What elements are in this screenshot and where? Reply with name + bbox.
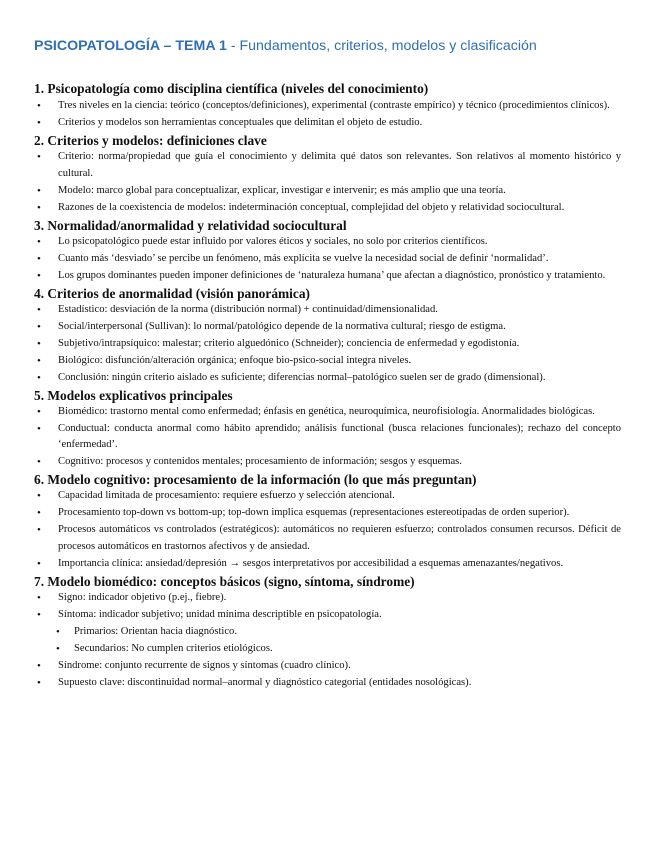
document-title-strong: PSICOPATOLOGÍA – TEMA 1: [34, 38, 227, 54]
section-5: [34, 387, 621, 471]
list-item: • Importancia clínica: ansiedad/depresión → sesgos interpretativos por accesibilidad a esquemas amenazantes/negativos.: [34, 556, 621, 573]
list-item: • Tres niveles en la ciencia: teórico (conceptos/definiciones), experimental (contraste empírico) y técnico (procedimientos clínicos).: [34, 98, 621, 115]
list-item: • Cognitivo: procesos y contenidos mentales; procesamiento de información; sesgos y esquemas.: [34, 454, 621, 471]
list-item: • Criterio: norma/propiedad que guía el conocimiento y delimita qué datos son relevantes. Son relativos al momento histórico y cultural.: [34, 149, 621, 182]
list-item: • Procesos automáticos vs controlados (estratégicos): automáticos no requieren esfuerzo; controlados consumen recursos. Déficit de procesos automáticos en trastornos afectivos y de ansiedad.: [34, 522, 621, 555]
sub-list-item: • Secundarios: No cumplen criterios etiológicos.: [34, 641, 621, 658]
section-7: [34, 573, 621, 692]
bullet-list: [34, 404, 621, 471]
list-item: • Lo psicopatológico puede estar influido por valores éticos y sociales, no solo por criterios científicos.: [34, 234, 621, 251]
section-heading: 7. Modelo biomédico: conceptos básicos (signo, síntoma, síndrome): [34, 573, 415, 589]
list-item: • Cuanto más ‘desviado’ se percibe un fenómeno, más explícita se vuelve la necesidad social de definir ‘normalidad’.: [34, 251, 621, 268]
list-item: • Signo: indicador objetivo (p.ej., fiebre).: [34, 590, 621, 607]
bullet-list: [34, 234, 621, 285]
section-heading: 2. Criterios y modelos: definiciones clave: [34, 133, 267, 148]
section-1: [34, 80, 621, 132]
section-2: [34, 132, 621, 216]
document-title: [34, 38, 621, 54]
section-heading: 3. Normalidad/anormalidad y relatividad sociocultural: [34, 217, 347, 233]
document-title-rest: - Fundamentos, criterios, modelos y clasificación: [226, 38, 537, 54]
list-item: • Síntoma: indicador subjetivo; unidad mínima descriptible en psicopatología.: [34, 607, 621, 624]
list-item: • Estadístico: desviación de la norma (distribución normal) + continuidad/dimensionalidad.: [34, 302, 621, 319]
list-item: • Social/interpersonal (Sullivan): lo normal/patológico depende de la normativa cultural; riesgo de estigma.: [34, 319, 621, 336]
list-item: • Capacidad limitada de procesamiento: requiere esfuerzo y selección atencional.: [34, 488, 621, 505]
list-item: • Los grupos dominantes pueden imponer definiciones de ‘naturaleza humana’ que afectan a diagnóstico, pronóstico y tratamiento.: [34, 268, 621, 285]
sub-list-item: • Primarios: Orientan hacia diagnóstico.: [34, 624, 621, 641]
list-item: • Criterios y modelos son herramientas conceptuales que delimitan el objeto de estudio.: [34, 115, 621, 132]
list-item: • Razones de la coexistencia de modelos: indeterminación conceptual, complejidad del objeto y relatividad sociocultural.: [34, 200, 621, 217]
bullet-list: [34, 149, 621, 216]
list-item: • Supuesto clave: discontinuidad normal–anormal y diagnóstico categorial (entidades nosológicas).: [34, 675, 621, 692]
section-heading: 4. Criterios de anormalidad (visión panorámica): [34, 285, 310, 301]
list-item: • Conclusión: ningún criterio aislado es suficiente; diferencias normal–patológico suelen ser de grado (dimensional).: [34, 370, 621, 387]
section-heading: 5. Modelos explicativos principales: [34, 387, 233, 403]
list-item: • Subjetivo/intrapsíquico: malestar; criterio alguedónico (Schneider); conciencia de enfermedad y egodistonía.: [34, 336, 621, 353]
section-heading: 6. Modelo cognitivo: procesamiento de la información (lo que más preguntan): [34, 472, 477, 487]
bullet-list: [34, 302, 621, 387]
list-item: • Modelo: marco global para conceptualizar, explicar, investigar e intervenir; es más amplio que una teoría.: [34, 183, 621, 200]
list-item: • Síndrome: conjunto recurrente de signos y síntomas (cuadro clínico).: [34, 658, 621, 675]
bullet-list: [34, 590, 621, 692]
list-item: • Biológico: disfunción/alteración orgánica; enfoque bio-psico-social integra niveles.: [34, 353, 621, 370]
section-3: [34, 217, 621, 285]
bullet-list: [34, 98, 621, 132]
section-4: [34, 285, 621, 387]
section-6: [34, 471, 621, 572]
list-item: • Procesamiento top-down vs bottom-up; top-down implica esquemas (representaciones estereotipadas de orden superior).: [34, 505, 621, 522]
bullet-list: [34, 488, 621, 572]
list-item: • Biomédico: trastorno mental como enfermedad; énfasis en genética, neuroquímica, neurofisiología. Anormalidades biológicas.: [34, 404, 621, 421]
section-heading: 1. Psicopatología como disciplina científica (niveles del conocimiento): [34, 81, 429, 96]
list-item: • Conductual: conducta anormal como hábito aprendido; análisis functional (busca relaciones funcionales); rechazo del concepto ‘enfermedad’.: [34, 421, 621, 454]
